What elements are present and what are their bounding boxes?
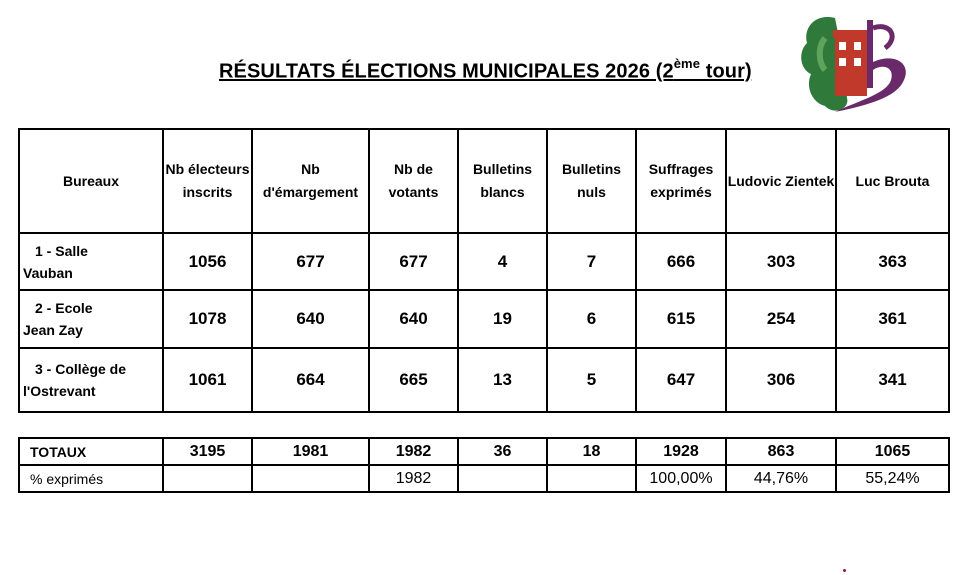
cell-zientek: 254 bbox=[726, 290, 836, 348]
row-label-line1: 1 - Salle bbox=[35, 242, 88, 259]
title-main: RÉSULTATS ÉLECTIONS MUNICIPALES 2026 (2 bbox=[219, 60, 674, 83]
decorative-dot bbox=[843, 569, 846, 572]
total-exprimes: 1928 bbox=[636, 438, 726, 465]
cell-votants: 677 bbox=[369, 233, 458, 290]
cell-inscrits: 1061 bbox=[163, 348, 252, 412]
table-row bbox=[19, 348, 949, 412]
row-label-line1: 3 - Collège de bbox=[35, 361, 127, 377]
total-votants: 1982 bbox=[369, 438, 458, 465]
totals-row bbox=[19, 438, 949, 465]
col-header-blancs: Bulletins blancs bbox=[458, 129, 547, 233]
pct-emargement bbox=[252, 465, 369, 492]
cell-zientek: 306 bbox=[726, 348, 836, 412]
cell-brouta: 361 bbox=[836, 290, 949, 348]
total-inscrits: 3195 bbox=[163, 438, 252, 465]
cell-blancs: 13 bbox=[458, 348, 547, 412]
total-brouta: 1065 bbox=[836, 438, 949, 465]
col-header-emargement: Nb d'émargement bbox=[252, 129, 369, 233]
pct-zientek: 44,76% bbox=[726, 465, 836, 492]
pct-votants: 1982 bbox=[369, 465, 458, 492]
results-table bbox=[18, 128, 950, 413]
col-header-zientek: Ludovic Zientek bbox=[726, 129, 836, 233]
cell-zientek: 303 bbox=[726, 233, 836, 290]
pct-nuls bbox=[547, 465, 636, 492]
col-header-inscrits: Nb électeurs inscrits bbox=[163, 129, 252, 233]
row-label bbox=[19, 290, 163, 348]
cell-emargement: 640 bbox=[252, 290, 369, 348]
table-row bbox=[19, 290, 949, 348]
cell-brouta: 341 bbox=[836, 348, 949, 412]
title-superscript: ème bbox=[673, 56, 701, 71]
cell-blancs: 4 bbox=[458, 233, 547, 290]
page-title bbox=[219, 58, 752, 84]
row-label bbox=[19, 348, 163, 412]
percent-row bbox=[19, 465, 949, 492]
total-zientek: 863 bbox=[726, 438, 836, 465]
cell-blancs: 19 bbox=[458, 290, 547, 348]
cell-emargement: 664 bbox=[252, 348, 369, 412]
col-header-nuls: Bulletins nuls bbox=[547, 129, 636, 233]
row-label-line1: 2 - Ecole bbox=[35, 300, 93, 316]
totals-table bbox=[18, 437, 950, 493]
row-label bbox=[19, 233, 163, 290]
totals-label: TOTAUX bbox=[19, 438, 163, 465]
cell-exprimes: 615 bbox=[636, 290, 726, 348]
total-blancs: 36 bbox=[458, 438, 547, 465]
row-label-line2: Vauban bbox=[23, 264, 73, 281]
pct-brouta: 55,24% bbox=[836, 465, 949, 492]
row-label-line2: Jean Zay bbox=[23, 322, 83, 338]
cell-votants: 640 bbox=[369, 290, 458, 348]
col-header-votants: Nb de votants bbox=[369, 129, 458, 233]
cell-brouta: 363 bbox=[836, 233, 949, 290]
pct-exprimes: 100,00% bbox=[636, 465, 726, 492]
cell-nuls: 7 bbox=[547, 233, 636, 290]
total-emargement: 1981 bbox=[252, 438, 369, 465]
cell-nuls: 5 bbox=[547, 348, 636, 412]
title-end: tour) bbox=[700, 60, 752, 83]
cell-inscrits: 1078 bbox=[163, 290, 252, 348]
pct-blancs bbox=[458, 465, 547, 492]
cell-exprimes: 647 bbox=[636, 348, 726, 412]
row-label-line2: l'Ostrevant bbox=[23, 383, 96, 399]
percent-label: % exprimés bbox=[19, 465, 163, 492]
header-row bbox=[19, 129, 949, 233]
cell-exprimes: 666 bbox=[636, 233, 726, 290]
pct-inscrits bbox=[163, 465, 252, 492]
col-header-bureaux: Bureaux bbox=[19, 129, 163, 233]
col-header-exprimes: Suffrages exprimés bbox=[636, 129, 726, 233]
cell-nuls: 6 bbox=[547, 290, 636, 348]
col-header-brouta: Luc Brouta bbox=[836, 129, 949, 233]
cell-votants: 665 bbox=[369, 348, 458, 412]
cell-inscrits: 1056 bbox=[163, 233, 252, 290]
total-nuls: 18 bbox=[547, 438, 636, 465]
table-row bbox=[19, 233, 949, 290]
cell-emargement: 677 bbox=[252, 233, 369, 290]
town-logo bbox=[795, 8, 917, 123]
